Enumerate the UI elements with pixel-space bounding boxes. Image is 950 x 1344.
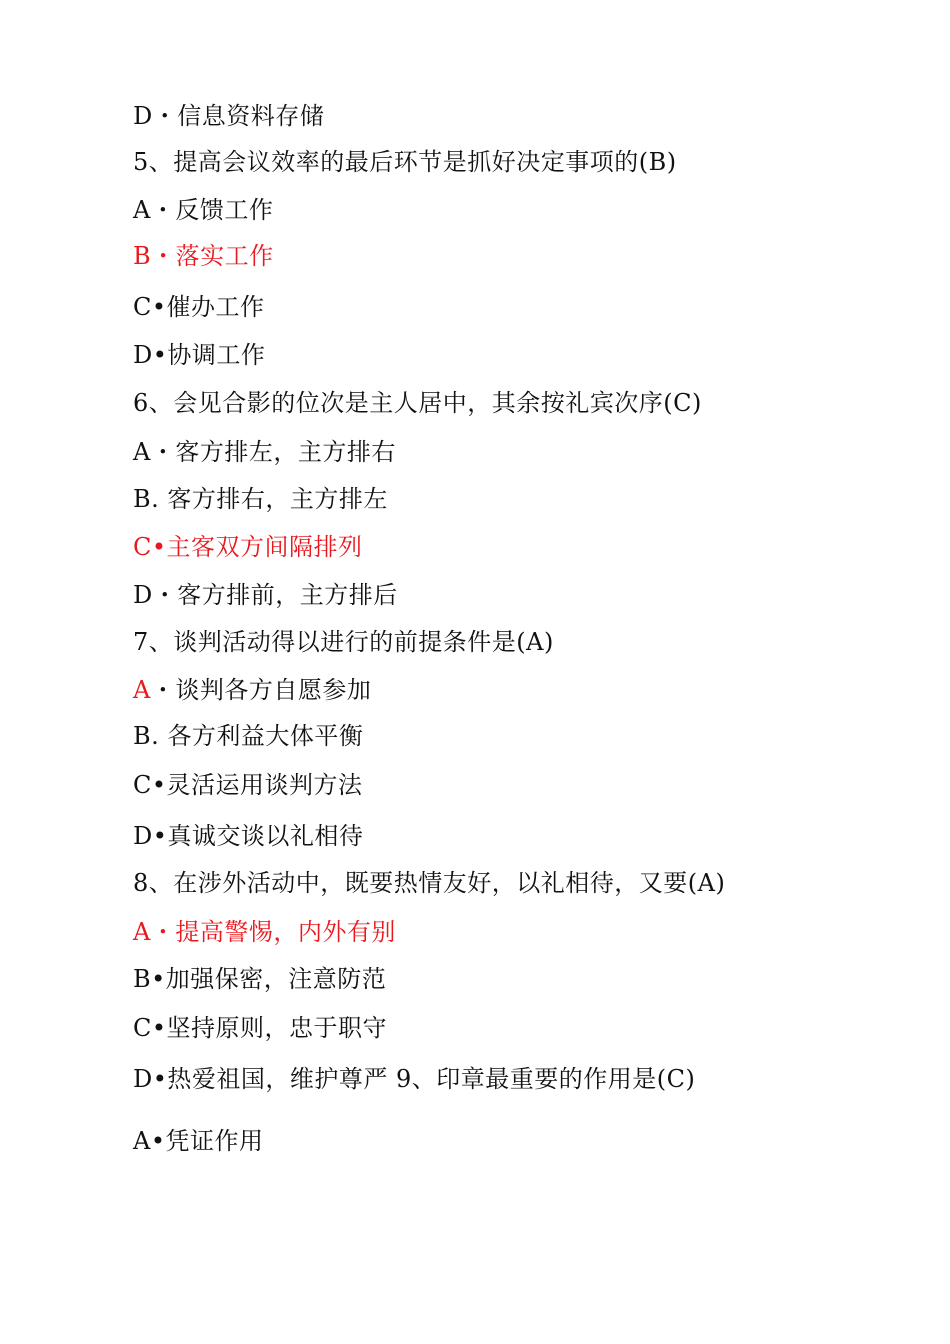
question-5: 5、提高会议效率的最后环节是抓好决定事项的(B) [133,148,677,176]
option-d-q6: D・客方排前，主方排后 [133,581,398,609]
question-7: 7、谈判活动得以进行的前提条件是(A) [133,628,554,656]
option-c-q6-answer: C•主客双方间隔排列 [133,533,363,561]
option-c-q8: C•坚持原则，忠于职守 [133,1014,388,1042]
option-a-q5: A・反馈工作 [133,196,274,224]
option-b-q7: B. 各方利益大体平衡 [133,722,364,750]
option-c-q7: C•灵活运用谈判方法 [133,771,363,799]
option-d-q7: D•真诚交谈以礼相待 [133,822,364,850]
question-6: 6、会见合影的位次是主人居中，其余按礼宾次序(C) [133,389,702,417]
option-b-q8: B•加强保密，注意防范 [133,965,387,993]
option-a-q6: A・客方排左，主方排右 [133,438,396,466]
option-a-q9: A•凭证作用 [133,1127,264,1155]
option-a-q7 [133,675,371,705]
question-8: 8、在涉外活动中，既要热情友好，以礼相待，又要(A) [133,869,726,897]
option-a-q7-label-answer: A [133,676,151,704]
option-b-q5-answer: B・落实工作 [133,242,274,270]
option-a-q8-answer: A・提高警惕，内外有别 [133,918,396,946]
option-a-q7-text: ・谈判各方自愿参加 [150,676,372,704]
option-d-q5: D•协调工作 [133,341,266,369]
option-d-q8-and-question-9: D•热爱祖国，维护尊严 9、印章最重要的作用是(C) [133,1065,696,1093]
option-b-q6: B. 客方排右，主方排左 [133,485,388,513]
option-d-q4: D・信息资料存储 [133,102,325,130]
option-c-q5: C•催办工作 [133,293,265,321]
